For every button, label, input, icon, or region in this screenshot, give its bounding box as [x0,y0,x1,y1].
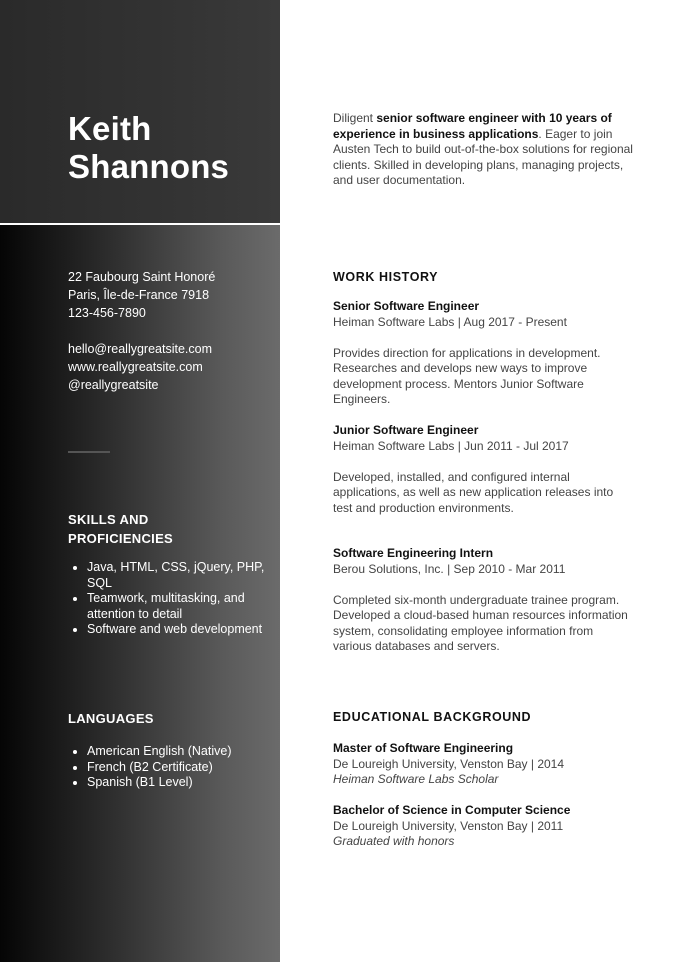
list-item: • Java, HTML, CSS, jQuery, PHP, SQL [87,560,277,591]
summary-text-1: Diligent [333,111,377,125]
skills-list [68,560,277,638]
job-meta: Berou Solutions, Inc. | Sep 2010 - Mar 2011 [333,561,566,576]
summary-text-2: . Eager to join Austen Tech to build out-of-the-box solutions for regional clients. Skilled in developing plans, managing projects, and user documentation. [333,126,633,187]
address-line-1: 22 Faubourg Saint Honoré [68,270,216,284]
degree-title: Bachelor of Science in Computer Science [333,803,571,817]
address-line-2: Paris, Île-de-France 7918 [68,288,210,302]
sidebar-short-rule [68,451,110,453]
address-block [68,268,215,322]
job-entry-2 [333,423,633,516]
online-contact-block [68,340,212,394]
list-item: • Software and web development [87,622,277,638]
degree-title: Master of Software Engineering [333,741,514,755]
last-name: Shannons [68,148,230,185]
job-title: Junior Software Engineer [333,423,479,437]
job-description: Completed six-month undergraduate trainee program. Developed a cloud-based human resources information system, consolidating employee information from various databases and servers. [333,592,628,653]
job-entry-3 [333,546,633,655]
job-meta: Heiman Software Labs | Aug 2017 - Present [333,314,567,329]
job-description: Provides direction for applications in development. Researches and develops new ways to improve development process. Mentors Junior Software Engineers. [333,345,601,406]
school-info: De Loureigh University, Venston Bay | 2014 [333,756,565,771]
job-meta: Heiman Software Labs | Jun 2011 - Jul 2017 [333,438,569,453]
phone-number: 123-456-7890 [68,306,146,320]
languages-heading: LANGUAGES [68,711,154,726]
summary-highlight: senior software engineer with 10 years of experience in business applications [333,111,612,141]
job-entry-1 [333,299,633,408]
list-item: • American English (Native) [87,744,277,760]
education-note: Graduated with honors [333,834,455,848]
skills-heading-line-2: PROFICIENCIES [68,531,174,546]
languages-list [68,744,277,791]
list-item: • French (B2 Certificate) [87,760,277,776]
work-history-heading: WORK HISTORY [333,270,439,284]
education-entry-2 [333,803,633,850]
list-item: • Spanish (B1 Level) [87,775,277,791]
job-title: Software Engineering Intern [333,546,494,560]
job-title: Senior Software Engineer [333,299,480,313]
education-note: Heiman Software Labs Scholar [333,772,499,786]
education-heading: EDUCATIONAL BACKGROUND [333,710,532,724]
job-description: Developed, installed, and configured internal applications, as well as new application releases into test and production environments. [333,469,614,515]
skills-heading-line-1: SKILLS AND [68,512,149,527]
first-name: Keith [68,110,152,147]
candidate-name [68,110,229,186]
skills-heading [68,510,173,548]
social-handle: @reallygreatsite [68,378,159,392]
email-address: hello@reallygreatsite.com [68,342,213,356]
professional-summary [333,111,633,189]
website-link: www.reallygreatsite.com [68,360,203,374]
list-item: • Teamwork, multitasking, and attention to detail [87,591,277,622]
education-entry-1 [333,741,633,788]
school-info: De Loureigh University, Venston Bay | 2011 [333,818,564,833]
